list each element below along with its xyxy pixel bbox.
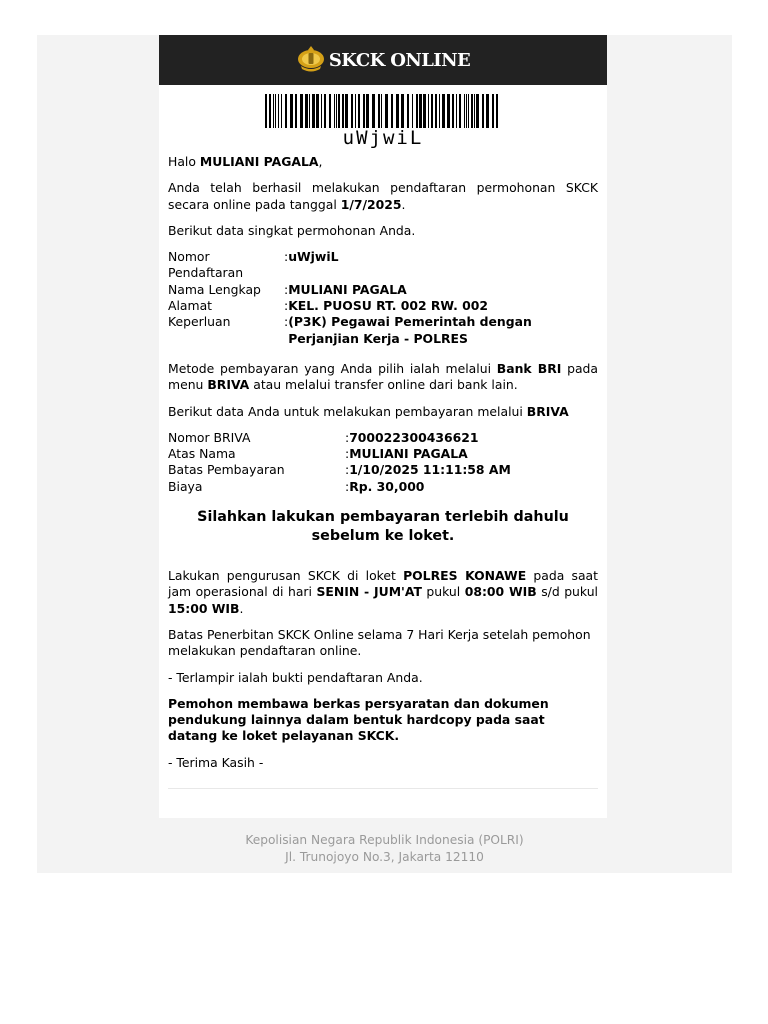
row-label: Batas Pembayaran [168,462,285,478]
email-background [37,35,732,873]
row-label: Alamat [168,298,213,314]
intro-paragraph: Anda telah berhasil melakukan pendaftaran permohonan SKCK secara online pada tanggal 1/7/2025. [168,180,598,212]
attachment-note: - Terlampir ialah bukti pendaftaran Anda. [168,669,423,685]
header-bar [159,35,607,85]
payment-table [168,430,511,495]
briva-number: 700022300436621 [349,429,479,445]
payment-method-paragraph: Metode pembayaran yang Anda pilih ialah melalui Bank BRI pada menu BRIVA atau melalui transfer online dari bank lain. [168,360,598,393]
row-label: Nomor Pendaftaran [168,249,244,281]
registration-date: 1/7/2025 [340,196,402,212]
table-row: Biaya : Rp. 30,000 [168,479,511,495]
row-label: Nomor BRIVA [168,429,251,445]
payment-deadline: 1/10/2025 11:11:58 AM [349,462,511,478]
email-card [159,35,607,818]
row-label: Nama Lengkap [168,281,261,297]
registration-table [168,249,598,347]
table-row: Keperluan : (P3K) Pegawai Pemerintah dengan Perjanjian Kerja - POLRES [168,314,598,347]
office-name: POLRES KONAWE [403,568,527,584]
row-label: Biaya [168,478,203,494]
row-label: Atas Nama [168,446,236,462]
address: KEL. PUOSU RT. 002 RW. 002 [288,298,488,314]
summary-intro: Berikut data singkat permohonan Anda. [168,222,416,238]
registration-number: uWjwiL [288,249,339,265]
barcode-text: uWjwiL [342,127,424,149]
instruction-paragraph: Lakukan pengurusan SKCK di loket POLRES KONAWE pada saat jam operasional di hari SENIN - JUM'AT pukul 08:00 WIB s/d pukul 15:00 WIB. [168,568,598,616]
row-label: Keperluan [168,314,231,330]
table-row: Nama Lengkap : MULIANI PAGALA [168,282,598,298]
payment-notice: Silahkan lakukan pembayaran terlebih dahulu sebelum ke loket. [197,509,569,545]
briva-intro: Berikut data Anda untuk melakukan pembayaran melalui BRIVA [168,403,569,419]
divider [168,788,598,789]
police-emblem-icon [296,44,326,76]
table-row: Alamat : KEL. PUOSU RT. 002 RW. 002 [168,298,598,314]
office-days: SENIN - JUM'AT [316,584,422,600]
logo-text: SKCK ONLINE [328,49,471,71]
purpose: (P3K) Pegawai Pemerintah dengan Perjanjian Kerja - POLRES [288,314,532,346]
deadline-note: Batas Penerbitan SKCK Online selama 7 Hari Kerja setelah pemohon melakukan pendaftaran online. [168,626,591,659]
payment-menu: BRIVA [207,377,250,393]
account-name: MULIANI PAGALA [349,446,468,462]
logo [296,44,470,76]
email-body [159,154,607,789]
footer-address: Jl. Trunojoyo No.3, Jakarta 12110 [285,850,484,864]
documents-note: Pemohon membawa berkas persyaratan dan dokumen pendukung lainnya dalam bentuk hardcopy pada saat datang ke loket pelayanan SKCK. [168,695,549,744]
greeting-name: MULIANI PAGALA [199,154,319,169]
footer-organization: Kepolisian Negara Republik Indonesia (POLRI) [245,833,524,847]
footer [37,832,732,866]
table-row: Nomor BRIVA : 700022300436621 [168,430,511,446]
greeting: Halo MULIANI PAGALA, [168,154,323,169]
table-row: Atas Nama : MULIANI PAGALA [168,446,511,462]
fee-amount: Rp. 30,000 [349,478,425,494]
office-close-time: 15:00 WIB [168,600,240,616]
full-name: MULIANI PAGALA [288,281,407,297]
barcode-icon [263,94,503,128]
table-row: Nomor Pendaftaran : uWjwiL [168,249,598,282]
closing-text: - Terima Kasih - [168,754,264,770]
table-row: Batas Pembayaran : 1/10/2025 11:11:58 AM [168,462,511,478]
barcode [159,94,607,149]
office-open-time: 08:00 WIB [464,584,537,600]
bank-name: Bank BRI [496,360,562,376]
